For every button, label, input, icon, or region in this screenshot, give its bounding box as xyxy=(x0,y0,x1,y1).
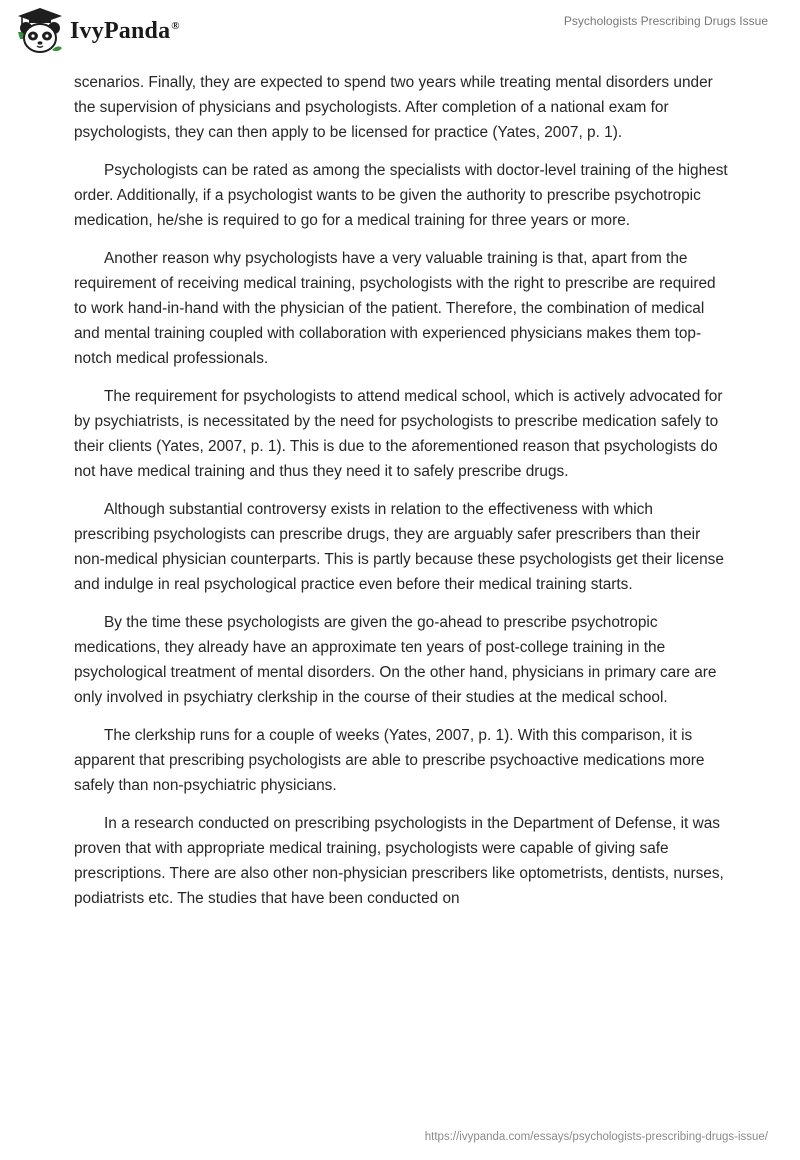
source-url-link[interactable]: https://ivypanda.com/essays/psychologists-prescribing-drugs-issue/ xyxy=(424,1131,768,1143)
paragraph: Although substantial controversy exists in relation to the effectiveness with which prescribing psychologists can prescribe drugs, they are arguably safer prescribers than their non-medical physician counterparts. This is partly because these psychologists get their license and indulge in real psychological practice even before their medical training starts. xyxy=(74,501,724,593)
paragraph: Psychologists can be rated as among the specialists with doctor-level training of the highest order. Additionally, if a psychologist wants to be given the authority to prescribe psychotropic medication, he/she is required to go for a medical training for three years or more. xyxy=(74,162,728,229)
brand-name-text: IvyPanda xyxy=(70,17,171,44)
paragraph: The clerkship runs for a couple of weeks (Yates, 2007, p. 1). With this comparison, it is apparent that prescribing psychologists are able to prescribe psychoactive medications more safely than non-psychiatric physicians. xyxy=(74,727,705,794)
brand-name xyxy=(70,18,180,45)
panda-mascot-icon xyxy=(14,6,66,56)
registered-mark: ® xyxy=(171,19,180,32)
paragraph: scenarios. Finally, they are expected to spend two years while treating mental disorders under the supervision of physicians and psychologists. After completion of a national exam for psychologists, they can then apply to be licensed for practice (Yates, 2007, p. 1). xyxy=(74,74,713,141)
page-header xyxy=(0,0,800,70)
paragraph: In a research conducted on prescribing psychologists in the Department of Defense, it was proven that with appropriate medical training, psychologists were capable of giving safe prescriptions. There are also other non-physician prescribers like optometrists, dentists, nurses, podiatrists etc. The studies that have been conducted on xyxy=(74,815,724,907)
paragraph: The requirement for psychologists to attend medical school, which is actively advocated for by psychiatrists, is necessitated by the need for psychologists to prescribe medication safely to their clients (Yates, 2007, p. 1). This is due to the aforementioned reason that psychologists do not have medical training and thus they need it to safely prescribe drugs. xyxy=(74,388,723,480)
essay-body xyxy=(74,70,730,924)
ivypanda-logo[interactable] xyxy=(14,6,180,56)
paragraph: Another reason why psychologists have a very valuable training is that, apart from the requirement of receiving medical training, psychologists with the right to prescribe are required to work hand-in-hand with the physician of the patient. Therefore, the combination of medical and mental training coupled with collaboration with experienced physicians makes them top-notch medical professionals. xyxy=(74,250,716,367)
paragraph: By the time these psychologists are given the go-ahead to prescribe psychotropic medications, they already have an approximate ten years of post-college training in the psychological treatment of mental disorders. On the other hand, physicians in primary care are only involved in psychiatry clerkship in the course of their studies at the medical school. xyxy=(74,614,717,706)
document-title: Psychologists Prescribing Drugs Issue xyxy=(563,14,768,28)
